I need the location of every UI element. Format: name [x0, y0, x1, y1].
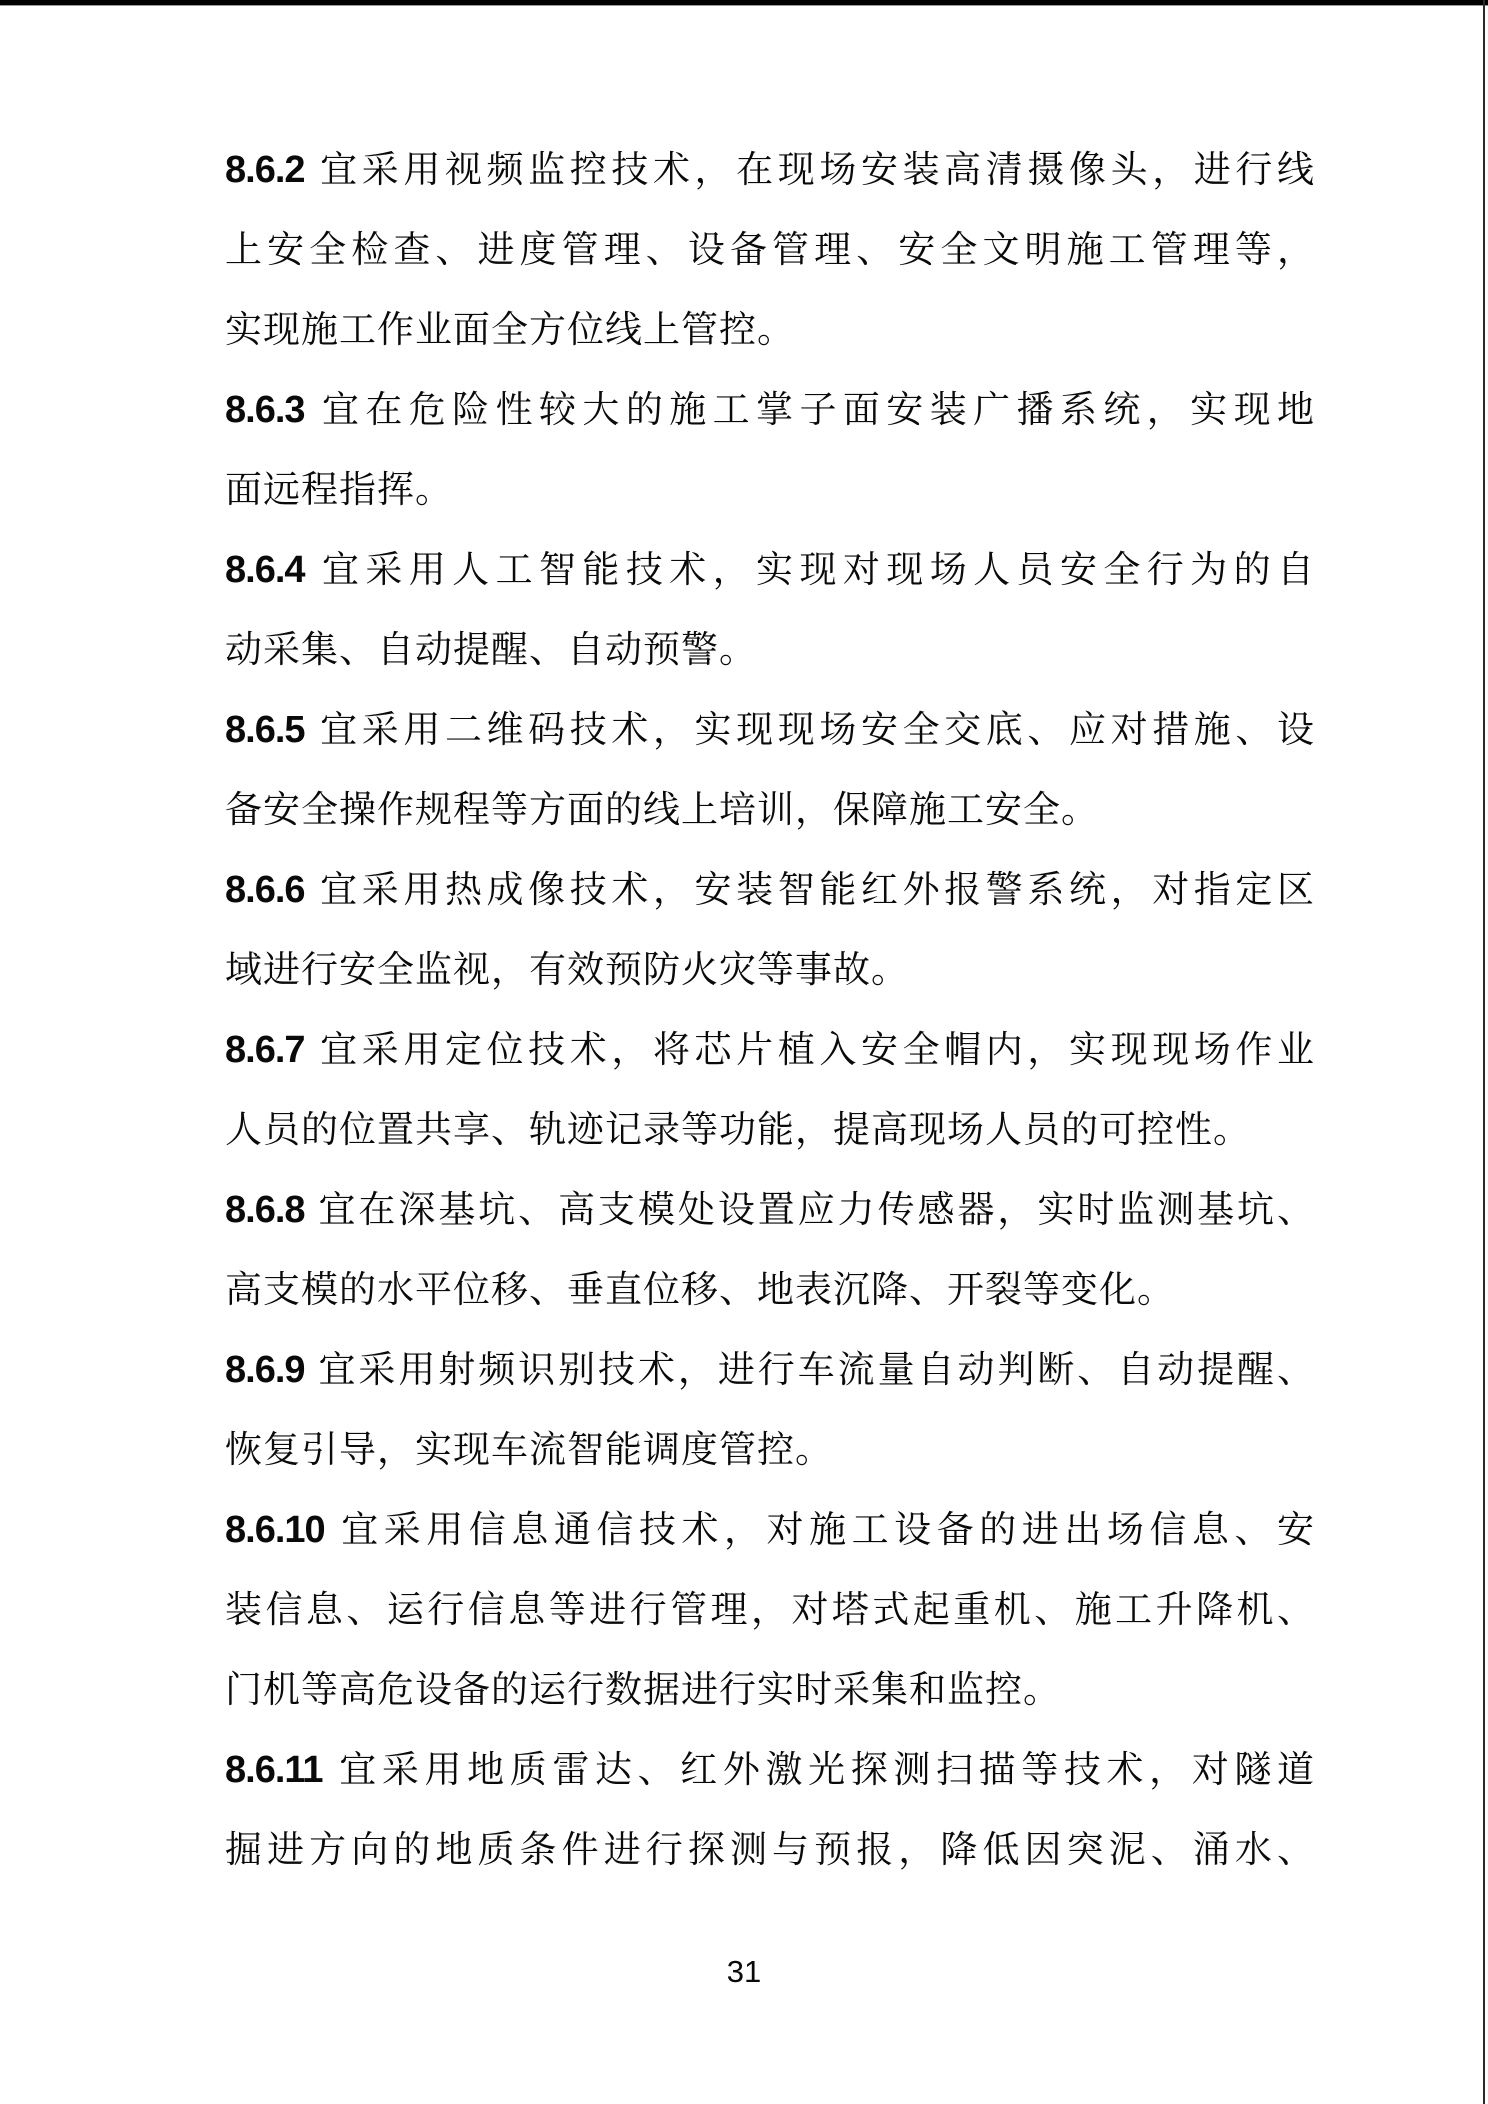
clause-number: 8.6.6: [225, 869, 305, 911]
page-number: 31: [726, 1954, 762, 1989]
clause-line-text: 动采集、自动提醒、自动预警。: [225, 629, 757, 670]
clause-line: [225, 610, 1315, 690]
clause-paragraph: [225, 1330, 1315, 1490]
clause-line: [225, 1810, 1315, 1890]
clause-line: [225, 850, 1315, 930]
clause-line: [225, 1330, 1315, 1410]
clause-line: [225, 1490, 1315, 1570]
clause-paragraph: [225, 530, 1315, 690]
clause-paragraph: [225, 1010, 1315, 1170]
clause-paragraph: [225, 1170, 1315, 1330]
clause-line-text: 人员的位置共享、轨迹记录等功能，提高现场人员的可控性。: [225, 1109, 1251, 1150]
clause-line: [225, 1090, 1315, 1170]
clause-line: [225, 1410, 1315, 1490]
clause-line: [225, 370, 1315, 450]
clause-line-text: 宜采用热成像技术，安装智能红外报警系统，对指定区: [316, 869, 1315, 910]
clause-line-text: 宜采用地质雷达、红外激光探测扫描等技术，对隧道: [334, 1749, 1315, 1790]
clause-line-text: 宜采用人工智能技术，实现对现场人员安全行为的自: [316, 549, 1315, 590]
clause-line-text: 装信息、运行信息等进行管理，对塔式起重机、施工升降机、: [225, 1589, 1315, 1630]
clause-line: [225, 1010, 1315, 1090]
clause-line: [225, 290, 1315, 370]
clause-line-text: 高支模的水平位移、垂直位移、地表沉降、开裂等变化。: [225, 1269, 1175, 1310]
page-top-border: [0, 0, 1488, 6]
clause-line: [225, 1650, 1315, 1730]
clause-line-text: 宜采用射频识别技术，进行车流量自动判断、自动提醒、: [316, 1349, 1315, 1390]
clause-line: [225, 1170, 1315, 1250]
clause-line-text: 上安全检查、进度管理、设备管理、安全文明施工管理等，: [225, 229, 1315, 270]
clause-number: 8.6.5: [225, 709, 305, 751]
clause-paragraph: [225, 1490, 1315, 1730]
clause-number: 8.6.4: [225, 549, 305, 591]
document-body: [225, 130, 1315, 1890]
clause-line: [225, 450, 1315, 530]
clause-line: [225, 130, 1315, 210]
clause-number: 8.6.2: [225, 149, 305, 191]
clause-line: [225, 210, 1315, 290]
clause-number: 8.6.7: [225, 1029, 305, 1071]
clause-paragraph: [225, 130, 1315, 370]
clause-line-text: 宜采用信息通信技术，对施工设备的进出场信息、安: [336, 1509, 1315, 1550]
clause-paragraph: [225, 370, 1315, 530]
clause-number: 8.6.9: [225, 1349, 305, 1391]
clause-number: 8.6.11: [225, 1749, 323, 1791]
clause-number: 8.6.3: [225, 389, 305, 431]
clause-line-text: 门机等高危设备的运行数据进行实时采集和监控。: [225, 1669, 1061, 1710]
clause-number: 8.6.10: [225, 1509, 325, 1551]
clause-line: [225, 690, 1315, 770]
clause-number: 8.6.8: [225, 1189, 305, 1231]
clause-line: [225, 1730, 1315, 1810]
clause-line-text: 宜采用二维码技术，实现现场安全交底、应对措施、设: [316, 709, 1315, 750]
clause-line-text: 宜采用定位技术，将芯片植入安全帽内，实现现场作业: [316, 1029, 1315, 1070]
clause-line: [225, 930, 1315, 1010]
clause-line: [225, 770, 1315, 850]
clause-line-text: 实现施工作业面全方位线上管控。: [225, 309, 795, 350]
clause-line-text: 宜在危险性较大的施工掌子面安装广播系统，实现地: [316, 389, 1315, 430]
clause-line-text: 宜采用视频监控技术，在现场安装高清摄像头，进行线: [316, 149, 1315, 190]
clause-paragraph: [225, 850, 1315, 1010]
clause-line: [225, 530, 1315, 610]
page-right-border: [1483, 0, 1485, 2104]
clause-line: [225, 1570, 1315, 1650]
clause-line-text: 掘进方向的地质条件进行探测与预报，降低因突泥、涌水、: [225, 1829, 1315, 1870]
clause-line: [225, 1250, 1315, 1330]
clause-line-text: 面远程指挥。: [225, 469, 453, 510]
clause-line-text: 备安全操作规程等方面的线上培训，保障施工安全。: [225, 789, 1099, 830]
clause-paragraph: [225, 1730, 1315, 1890]
clause-line-text: 恢复引导，实现车流智能调度管控。: [225, 1429, 833, 1470]
clause-paragraph: [225, 690, 1315, 850]
clause-line-text: 宜在深基坑、高支模处设置应力传感器，实时监测基坑、: [316, 1189, 1315, 1230]
clause-line-text: 域进行安全监视，有效预防火灾等事故。: [225, 949, 909, 990]
